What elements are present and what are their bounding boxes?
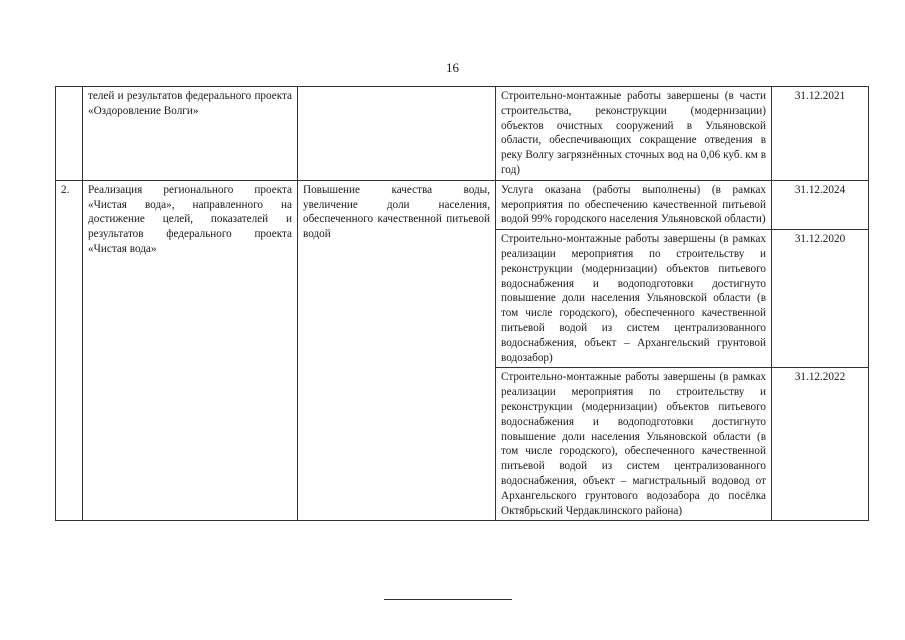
result-cell: Услуга оказана (работы выполнены) (в рамках мероприятия по обеспечению качественной питьевой водой 99% городского населения Ульяновской области): [496, 180, 772, 229]
result-cell: Строительно-монтажные работы завершены (в рамках реализации мероприятия по строительству и реконструкции (модернизации) объектов питьевого водоснабжения и водоподготовки достигнуто повышение доли населения Ульяновской области (в том числе городского), обеспеченного качественной питьевой водой из систем централизованного водоснабжения, объект – Архангельский грунтовой водозабор): [496, 230, 772, 368]
row-number-cell: [56, 87, 83, 181]
date-cell: 31.12.2024: [772, 180, 869, 229]
goal-cell: Повышение качества воды, увеличение доли населения, обеспеченного качественной питьевой водой: [298, 180, 496, 521]
measure-name-cell: телей и результатов федерального проекта «Оздоровление Волги»: [83, 87, 298, 181]
measures-table: [55, 86, 869, 521]
footer-divider: [384, 599, 512, 600]
row-number-cell: 2.: [56, 180, 83, 521]
page-number: 16: [446, 60, 459, 75]
table-row: [56, 87, 869, 181]
date-cell: 31.12.2021: [772, 87, 869, 181]
measure-name-cell: Реализация регионального проекта «Чистая вода», направленного на достижение целей, показателей и результатов федерального проекта «Чистая вода»: [83, 180, 298, 521]
date-cell: 31.12.2020: [772, 230, 869, 368]
table-row: [56, 180, 869, 229]
date-cell: 31.12.2022: [772, 368, 869, 521]
result-cell: Строительно-монтажные работы завершены (в рамках реализации мероприятия по строительству и реконструкции (модернизации) объектов питьевого водоснабжения и водоподготовки достигнуто повышение доли населения Ульяновской области (в том числе городского), обеспеченного качественной питьевой водой из систем централизованного водоснабжения, объект – магистральный водовод от Архангельского грунтового водозабора до посёлка Октябрьский Чердаклинского района): [496, 368, 772, 521]
result-cell: Строительно-монтажные работы завершены (в части строительства, реконструкции (модернизации) объектов очистных сооружений в Ульяновской области, обеспечивающих сокращение отведения в реку Волгу загрязнённых сточных вод на 0,06 куб. км в год): [496, 87, 772, 181]
goal-cell: [298, 87, 496, 181]
